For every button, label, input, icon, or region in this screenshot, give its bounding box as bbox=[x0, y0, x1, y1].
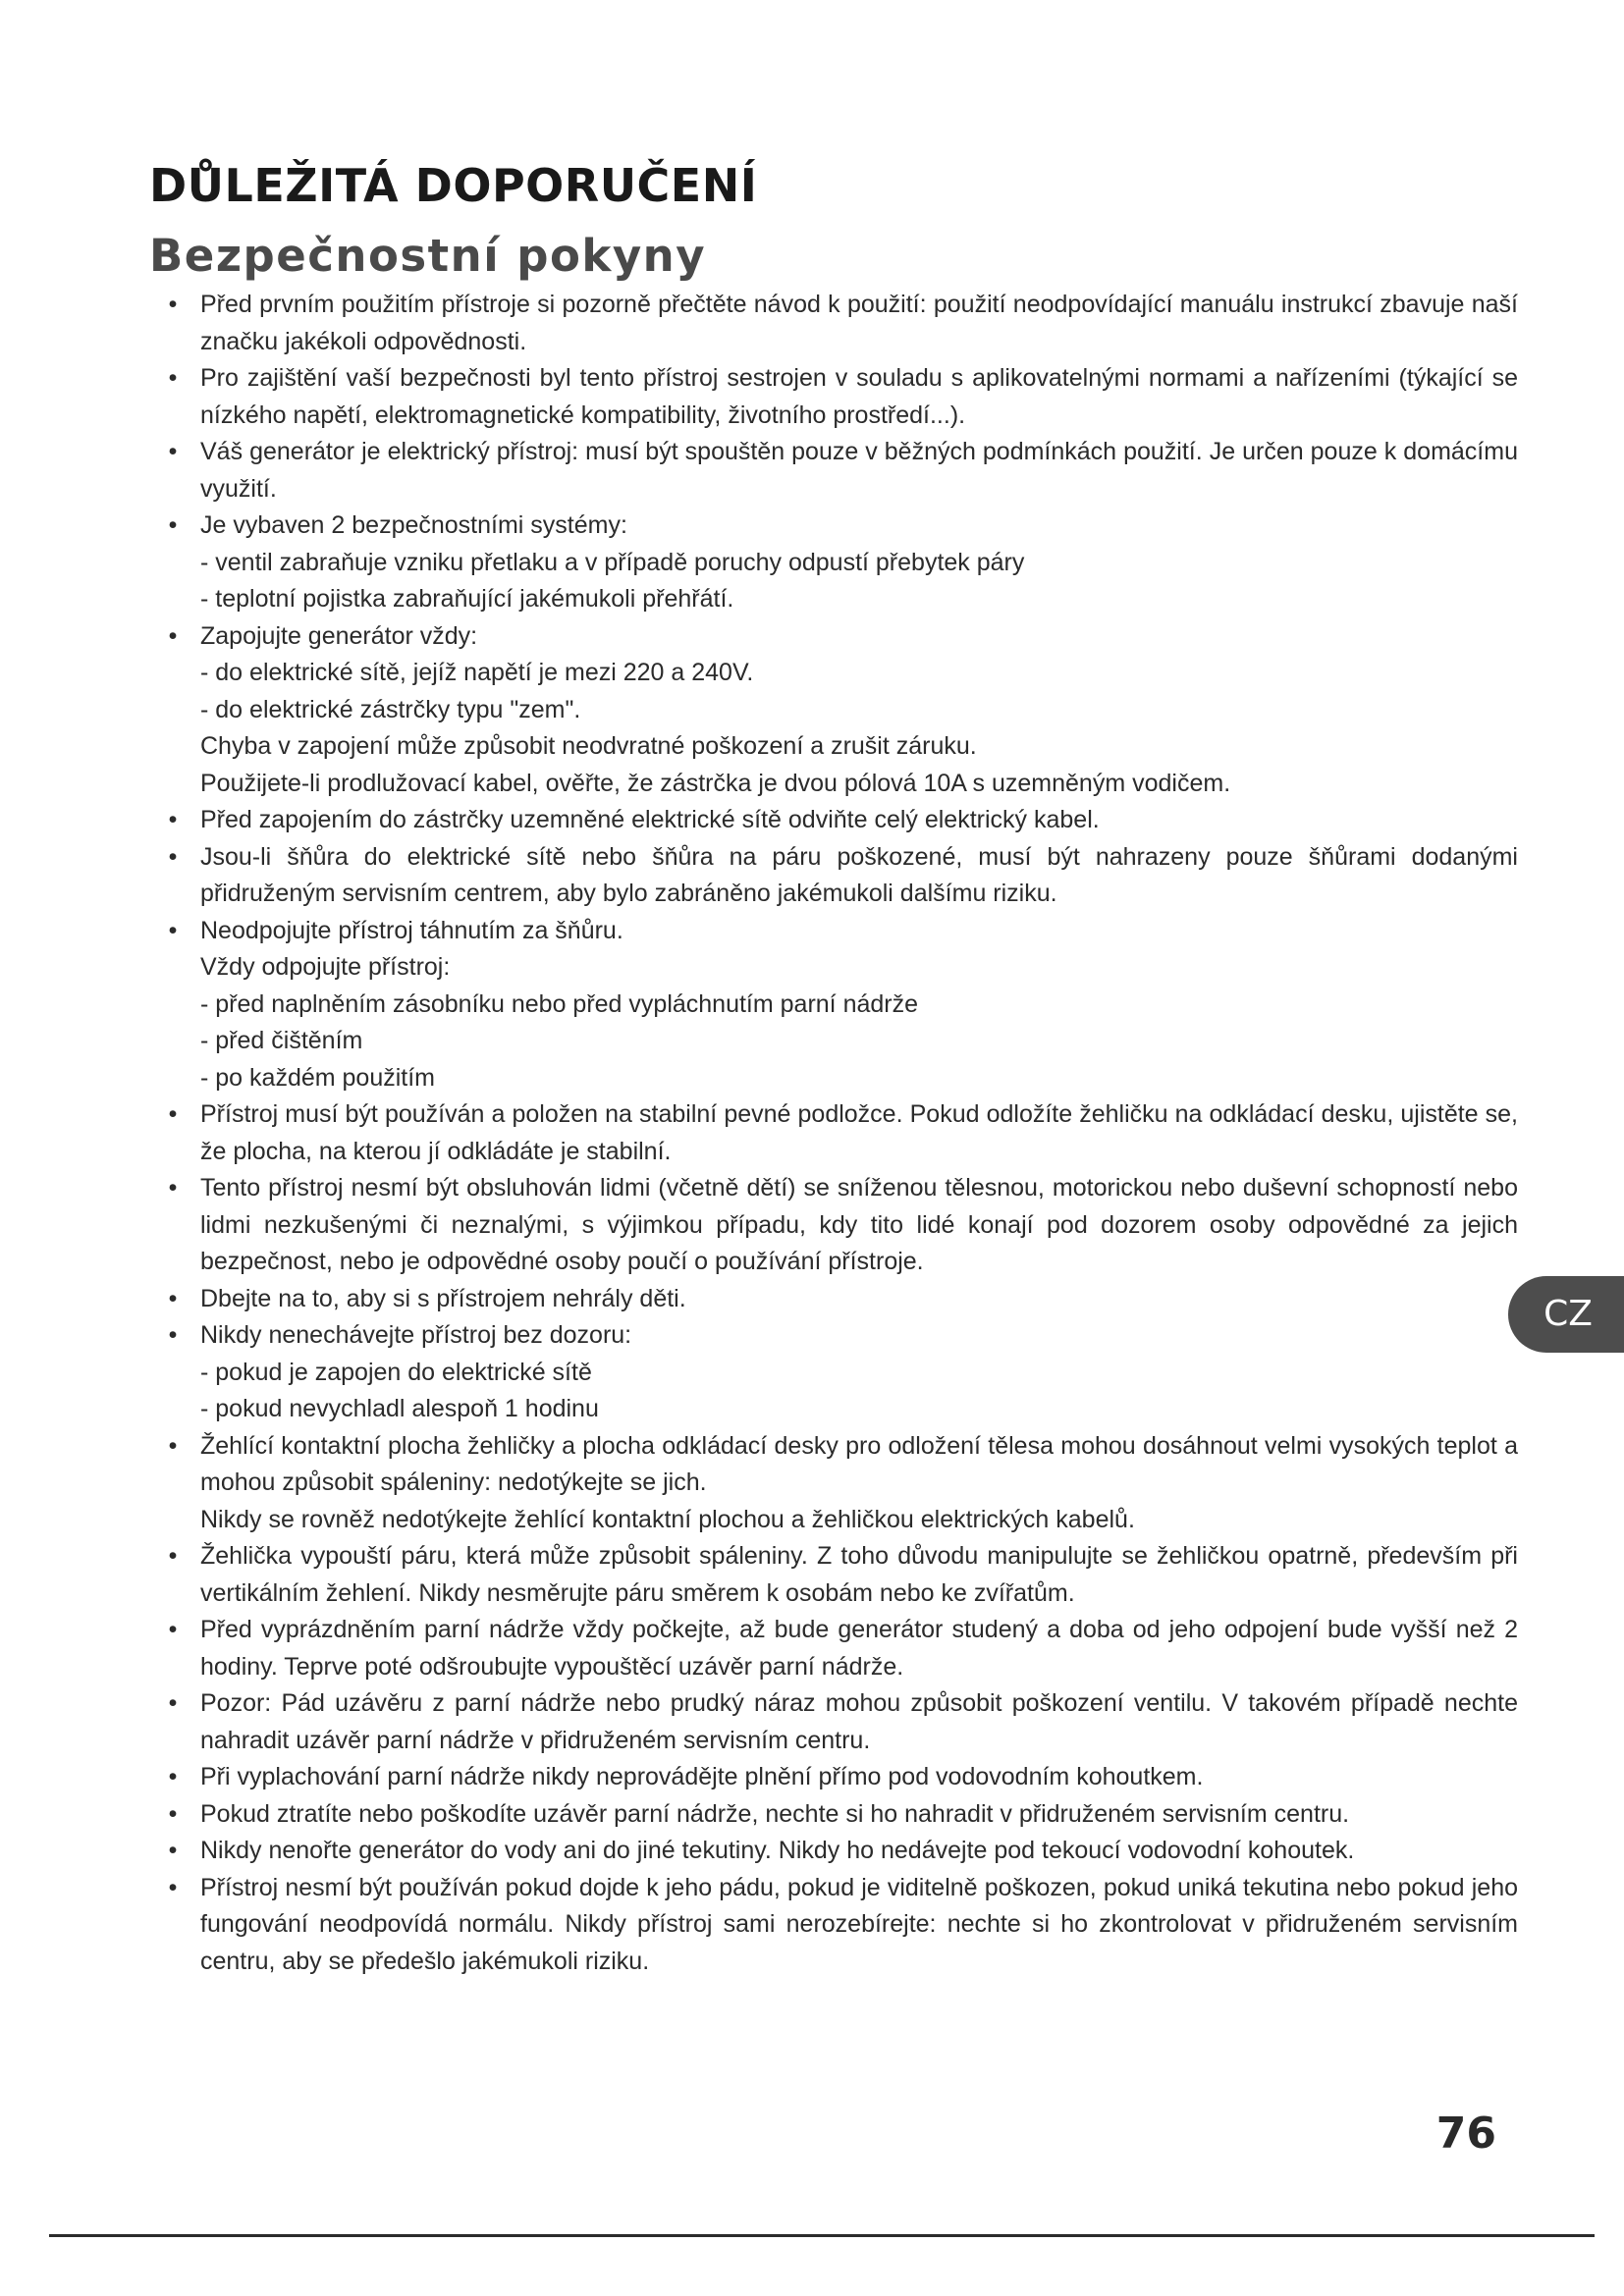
sub-item bbox=[200, 1023, 1518, 1060]
dash-icon bbox=[200, 1359, 215, 1386]
bullet-icon: • bbox=[168, 1542, 178, 1570]
list-item bbox=[153, 1759, 1518, 1796]
note-text: Použijete-li prodlužovací kabel, ověřte, že zástrčka je dvou pólová 10A s uzemněným vodičem. bbox=[200, 769, 1231, 797]
safety-instructions-list bbox=[153, 287, 1518, 1980]
list-item-text: Váš generátor je elektrický přístroj: musí být spouštěn pouze v běžných podmínkách použití. Je určen pouze k domácímu využití. bbox=[200, 438, 1518, 503]
list-item bbox=[153, 802, 1518, 839]
sub-item-text: před naplněním zásobníku nebo před vypláchnutím parní nádrže bbox=[215, 989, 919, 1018]
dash-icon bbox=[200, 1064, 215, 1092]
note-text: Nikdy se rovněž nedotýkejte žehlící kontaktní plochou a žehličkou elektrických kabelů. bbox=[200, 1505, 1135, 1533]
list-item bbox=[153, 618, 1518, 803]
list-item bbox=[153, 1428, 1518, 1539]
list-item bbox=[153, 434, 1518, 507]
bullet-icon: • bbox=[168, 1689, 178, 1717]
bullet-icon: • bbox=[168, 1763, 178, 1790]
list-item bbox=[153, 360, 1518, 434]
list-item bbox=[153, 839, 1518, 913]
sub-item-text: pokud nevychladl alespoň 1 hodinu bbox=[215, 1395, 599, 1422]
dash-icon bbox=[200, 990, 215, 1018]
bullet-icon: • bbox=[168, 842, 178, 871]
list-item-text: Přístroj musí být používán a položen na stabilní pevné podložce. Pokud odložíte žehličku na odkládací desku, ujistěte se, že plocha, na kterou jí odkládáte je stabilní. bbox=[200, 1100, 1518, 1165]
bullet-icon: • bbox=[168, 291, 178, 318]
list-item-text: Je vybaven 2 bezpečnostními systémy: bbox=[200, 511, 627, 539]
bullet-icon: • bbox=[168, 1873, 178, 1901]
list-item-text: Žehlička vypouští páru, která může způsobit spáleniny. Z toho důvodu manipulujte se žehličkou opatrně, především při vertikálním žehlení. Nikdy nesměrujte páru směrem k osobám nebo ke zvířatům. bbox=[200, 1542, 1518, 1607]
list-item bbox=[153, 913, 1518, 1097]
bullet-icon: • bbox=[168, 806, 178, 833]
list-item bbox=[153, 1170, 1518, 1281]
sub-item-text: ventil zabraňuje vzniku přetlaku a v případě poruchy odpustí přebytek páry bbox=[215, 548, 1025, 576]
sub-item bbox=[200, 1060, 1518, 1097]
bullet-icon: • bbox=[168, 1321, 178, 1349]
bullet-icon: • bbox=[168, 1284, 178, 1312]
bullet-icon: • bbox=[168, 1837, 178, 1864]
list-item bbox=[153, 1096, 1518, 1170]
bullet-icon: • bbox=[168, 1799, 178, 1828]
bullet-icon: • bbox=[168, 364, 178, 392]
list-item-text: Při vyplachování parní nádrže nikdy neprovádějte plnění přímo pod vodovodním kohoutkem. bbox=[200, 1763, 1204, 1790]
bullet-icon: • bbox=[168, 1616, 178, 1643]
list-item bbox=[153, 1685, 1518, 1759]
list-item-text: Přístroj nesmí být používán pokud dojde k jeho pádu, pokud je viditelně poškozen, pokud uniká tekutina nebo pokud jeho fungování neodpovídá normálu. Nikdy přístroj sami nerozebírejte: nechte si ho zkontrolovat v přidruženém servisním centru, aby se předešlo jakémukoli riziku. bbox=[200, 1873, 1518, 1975]
sub-item-text: do elektrické sítě, jejíž napětí je mezi 220 a 240V. bbox=[215, 659, 754, 686]
bullet-icon: • bbox=[168, 1431, 178, 1460]
sub-item bbox=[200, 545, 1518, 582]
list-item bbox=[153, 1281, 1518, 1318]
dash-icon bbox=[200, 696, 215, 723]
bullet-icon: • bbox=[168, 511, 178, 539]
list-item-text: Nikdy nenechávejte přístroj bez dozoru: bbox=[200, 1321, 632, 1349]
sub-item bbox=[200, 692, 1518, 729]
list-item-text: Zapojujte generátor vždy: bbox=[200, 621, 478, 650]
list-item-text: Před zapojením do zástrčky uzemněné elektrické sítě odviňte celý elektrický kabel. bbox=[200, 806, 1100, 833]
list-item bbox=[153, 1538, 1518, 1612]
dash-icon bbox=[200, 659, 215, 686]
list-item bbox=[153, 507, 1518, 618]
list-item bbox=[153, 1870, 1518, 1981]
bullet-icon: • bbox=[168, 1174, 178, 1201]
sub-item bbox=[200, 655, 1518, 692]
list-item bbox=[153, 1833, 1518, 1870]
sub-item-text: po každém použitím bbox=[215, 1063, 435, 1092]
dash-icon bbox=[200, 585, 215, 613]
bullet-icon: • bbox=[168, 621, 178, 650]
note-text: Vždy odpojujte přístroj: bbox=[200, 953, 451, 981]
list-item-text: Nikdy nenořte generátor do vody ani do jiné tekutiny. Nikdy ho nedávejte pod tekoucí vodovodní kohoutek. bbox=[200, 1837, 1355, 1864]
sub-item-text: teplotní pojistka zabraňující jakémukoli přehřátí. bbox=[215, 585, 734, 613]
page-number: 76 bbox=[1435, 2109, 1496, 2159]
list-item-text: Před prvním použitím přístroje si pozorně přečtěte návod k použití: použití neodpovídající manuálu instrukcí zbavuje naší značku jakékoli odpovědnosti. bbox=[200, 291, 1518, 355]
bullet-icon: • bbox=[168, 438, 178, 465]
list-item-text: Tento přístroj nesmí být obsluhován lidmi (včetně dětí) se sníženou tělesnou, motorickou nebo duševní schopností nebo lidmi nezkušenými či neznalými, s výjimkou případu, kdy tito lidé konají pod dozorem osoby odpovědné za jejich bezpečnost, nebo je odpovědné osoby poučí o používání přístroje. bbox=[200, 1174, 1518, 1275]
list-item-text: Jsou-li šňůra do elektrické sítě nebo šňůra na páru poškozené, musí být nahrazeny pouze šňůrami dodanými přidruženým servisním centrem, aby bylo zabráněno jakémukoli dalšímu riziku. bbox=[200, 842, 1518, 907]
bullet-icon: • bbox=[168, 1100, 178, 1128]
sub-item bbox=[200, 987, 1518, 1024]
bullet-icon: • bbox=[168, 916, 178, 944]
sub-item-text: do elektrické zástrčky typu "zem". bbox=[215, 695, 581, 723]
sub-item bbox=[200, 1391, 1518, 1428]
list-item-text: Pokud ztratíte nebo poškodíte uzávěr parní nádrže, nechte si ho nahradit v přidruženém servisním centru. bbox=[200, 1799, 1350, 1828]
footer-divider bbox=[49, 2234, 1595, 2237]
sub-item bbox=[200, 1355, 1518, 1392]
list-item-text: Dbejte na to, aby si s přístrojem nehrály děti. bbox=[200, 1284, 686, 1312]
sub-item-text: pokud je zapojen do elektrické sítě bbox=[215, 1358, 592, 1386]
list-item-text: Pro zajištění vaší bezpečnosti byl tento přístroj sestrojen v souladu s aplikovatelnými normami a nařízeními (týkající se nízkého napětí, elektromagnetické kompatibility, životního prostředí...). bbox=[200, 364, 1518, 429]
dash-icon bbox=[200, 1395, 215, 1422]
list-item bbox=[153, 1612, 1518, 1685]
page-subtitle: Bezpečnostní pokyny bbox=[149, 230, 707, 282]
page-title: DŮLEŽITÁ DOPORUČENÍ bbox=[149, 159, 758, 212]
list-item bbox=[153, 1317, 1518, 1428]
list-item-text: Neodpojujte přístroj táhnutím za šňůru. bbox=[200, 916, 623, 944]
dash-icon bbox=[200, 549, 215, 576]
list-item-text: Žehlící kontaktní plocha žehličky a plocha odkládací desky pro odložení tělesa mohou dosáhnout velmi vysokých teplot a mohou způsobit spáleniny: nedotýkejte se jich. bbox=[200, 1431, 1518, 1496]
sub-item bbox=[200, 581, 1518, 618]
sub-item-text: před čištěním bbox=[215, 1027, 363, 1054]
list-item bbox=[153, 1796, 1518, 1834]
note-text: Chyba v zapojení může způsobit neodvratné poškození a zrušit záruku. bbox=[200, 732, 977, 760]
list-item-text: Před vyprázdněním parní nádrže vždy počkejte, až bude generátor studený a doba od jeho odpojení bude vyšší než 2 hodiny. Teprve poté odšroubujte vypouštěcí uzávěr parní nádrže. bbox=[200, 1616, 1518, 1681]
language-tab: CZ bbox=[1508, 1276, 1624, 1353]
dash-icon bbox=[200, 1027, 215, 1054]
list-item bbox=[153, 287, 1518, 360]
list-item-text: Pozor: Pád uzávěru z parní nádrže nebo prudký náraz mohou způsobit poškození ventilu. V takovém případě nechte nahradit uzávěr parní nádrže v přidruženém servisním centru. bbox=[200, 1689, 1518, 1754]
